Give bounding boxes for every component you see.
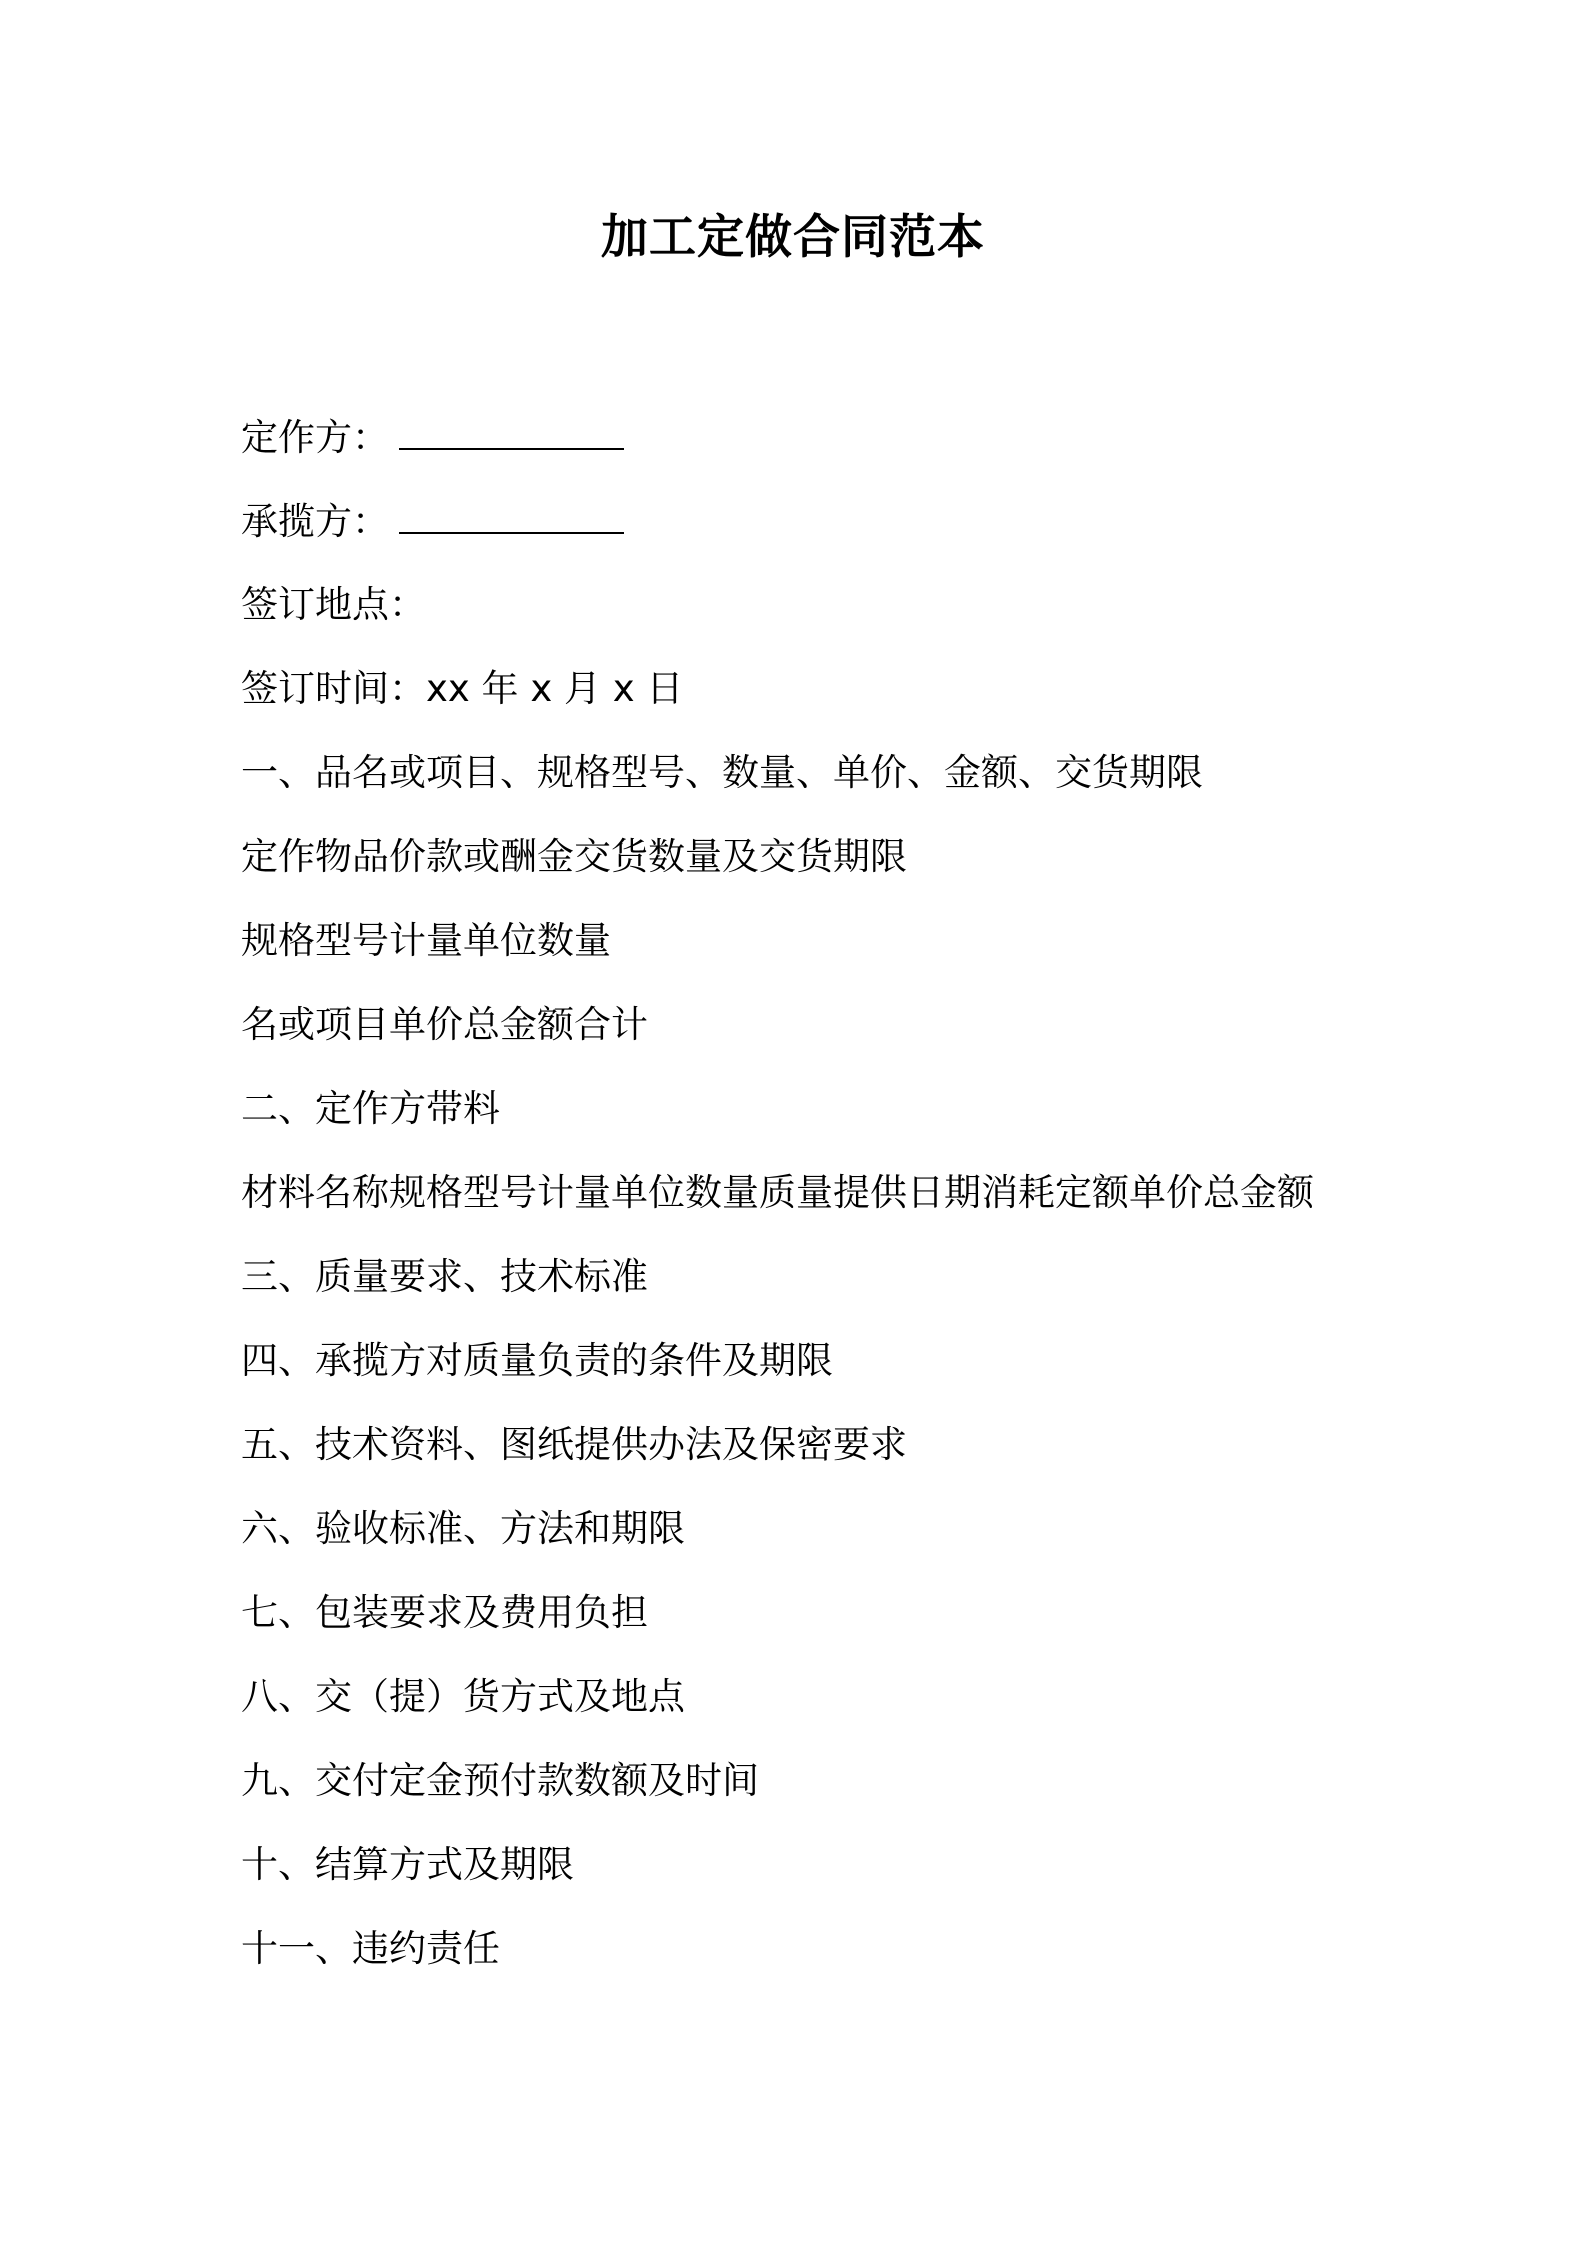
section-line: 五、技术资料、图纸提供办法及保密要求 — [241, 1423, 907, 1466]
contractor-line — [241, 496, 624, 547]
section-line: 六、验收标准、方法和期限 — [241, 1507, 685, 1550]
section-line: 名或项目单价总金额合计 — [241, 1003, 648, 1046]
section-line: 材料名称规格型号计量单位数量质量提供日期消耗定额单价总金额 — [241, 1171, 1314, 1214]
section-line: 十、结算方式及期限 — [241, 1843, 574, 1886]
section-line: 一、品名或项目、规格型号、数量、单价、金额、交货期限 — [241, 751, 1203, 794]
section-line: 九、交付定金预付款数额及时间 — [241, 1759, 759, 1802]
contractor-label: 承揽方： — [241, 500, 389, 543]
section-line: 定作物品价款或酬金交货数量及交货期限 — [241, 835, 907, 878]
document-title: 加工定做合同范本 — [601, 210, 985, 265]
section-line: 四、承揽方对质量负责的条件及期限 — [241, 1339, 833, 1382]
orderer-label: 定作方： — [241, 416, 389, 459]
sign-time-line: 签订时间：xx 年 x 月 x 日 — [241, 667, 684, 710]
sign-place-label: 签订地点： — [241, 583, 426, 626]
section-line: 二、定作方带料 — [241, 1087, 500, 1130]
section-line: 三、质量要求、技术标准 — [241, 1255, 648, 1298]
section-line: 规格型号计量单位数量 — [241, 919, 611, 962]
section-line: 八、交（提）货方式及地点 — [241, 1675, 685, 1718]
sign-place-line — [241, 580, 426, 630]
section-line: 七、包装要求及费用负担 — [241, 1591, 648, 1634]
orderer-blank — [399, 412, 624, 450]
orderer-line — [241, 412, 624, 463]
section-line: 十一、违约责任 — [241, 1927, 500, 1970]
contractor-blank — [399, 496, 624, 534]
